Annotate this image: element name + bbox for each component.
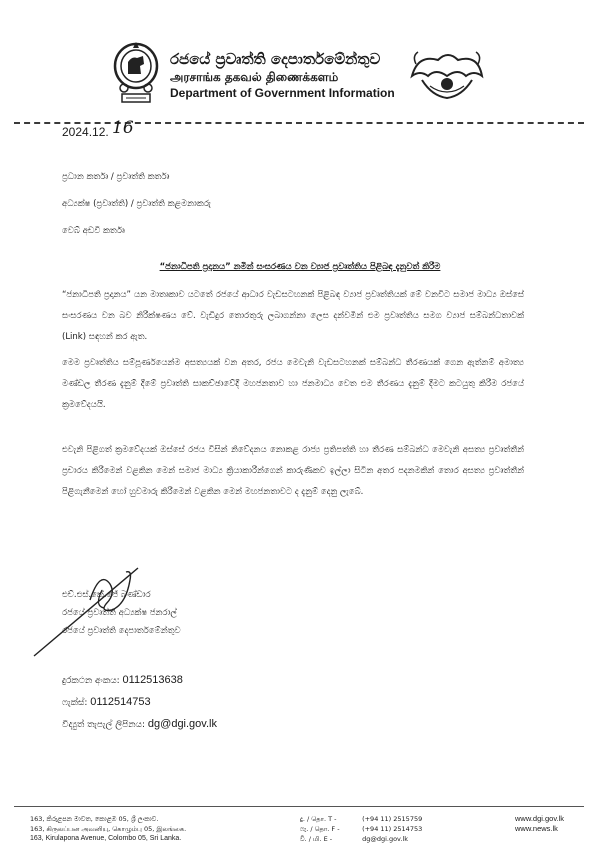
fax-line xyxy=(62,692,217,714)
website-link[interactable]: www.news.lk xyxy=(515,824,558,833)
footer-email-label: වි. / மி. E - xyxy=(300,835,333,843)
address-sinhala: 163, කිරුළපන මාවත, කොළඹ 05, ශ්‍රී ලංකාව. xyxy=(30,815,159,823)
fax-number: 0112514753 xyxy=(90,696,151,708)
footer-phone-label: දු. / தொ. T - xyxy=(300,815,337,823)
footer-fax-value: (+94 11) 2514753 xyxy=(362,825,423,833)
department-name-sinhala: රජයේ ප්‍රවෘත්ති දෙපාර්තමේන්තුව xyxy=(170,50,381,68)
signatory-department: රජයේ ප්‍රවෘත්ති දෙපාර්තමේන්තුව xyxy=(62,626,181,636)
recipients-list xyxy=(62,172,211,253)
email-line xyxy=(62,714,217,736)
header-divider xyxy=(14,122,584,124)
signatory-name: එච්.එස්.කේ.ජේ බණ්ඩාර xyxy=(62,590,151,600)
department-name-english: Department of Government Information xyxy=(170,86,395,100)
address-tamil: 163, கிருலப்பன அவனியு, கொழும்பு 05, இலங்கை. xyxy=(30,825,187,833)
footer-divider xyxy=(14,806,584,807)
letterhead-names xyxy=(170,52,395,99)
recipient-line: ප්‍රධාන කර්තෘ / ප්‍රවෘත්ති කර්තෘ xyxy=(62,172,170,182)
body-paragraph: මෙම ප්‍රවෘත්තිය සම්පූර්ණයෙන්ම අසත්‍යයක් වන අතර, රජය මෙවැනි වැඩසටහනක් සම්බන්ධ තීරණයක් ගෙන ඇත්නම් අමාත්‍ය මණ්ඩල තීරණ දැනුම් දීමේ ප්‍රවෘත්ති සාකච්ඡාවේදී මහජනතාව හා ජනමාධ්‍ය වෙත එම තීරණය දැනුම් දීමට කටයුතු කිරීම රජයේ ක්‍රමවේදයයි. xyxy=(62,358,524,410)
department-logo-icon xyxy=(408,46,486,104)
recipient-line: වෙබ් අඩවි කර්තෘ xyxy=(62,226,125,236)
footer-websites xyxy=(515,814,564,834)
footer-phone-value: (+94 11) 2515759 xyxy=(362,815,423,823)
recipient-line: අධ්‍යක්ෂ (ප්‍රවෘත්ති) / ප්‍රවෘත්ති කළමනාකරු xyxy=(62,199,211,209)
footer-fax-row xyxy=(300,824,422,834)
department-name-tamil: அரசாங்க தகவல் திணைக்களம் xyxy=(170,70,339,84)
signatory-title: රජයේ ප්‍රවෘත්ති අධ්‍යක්ෂ ජනරාල් xyxy=(62,608,177,618)
footer-fax-label: ෆැ. / தொ. F - xyxy=(300,825,340,833)
phone-line xyxy=(62,670,217,692)
handwritten-day: 16 xyxy=(112,118,134,138)
letter-subject: “ජනාධිපති ප්‍රදානය” නමින් සංසරණය වන ව්‍යාජ ප්‍රවෘත්තිය පිළිබඳ දැනුවත් කිරීම xyxy=(159,262,441,272)
email-address: dg@dgi.gov.lk xyxy=(147,718,217,730)
website-link[interactable]: www.dgi.gov.lk xyxy=(515,814,565,823)
phone-label: දුරකථන අංකය: xyxy=(62,676,120,686)
body-paragraph: “ජනාධිපති ප්‍රදානය” යන මාතෘකාව යටතේ රජයේ ආධාර වැඩසටහනක් පිළිබඳ ව්‍යාජ ප්‍රවෘත්තියක් මේ වනවිට සමාජ මාධ්‍ය ඔස්සේ සංසරණය වන බව නිරීක්ෂණය වේ. වැඩිදුර තොරතුරු ලබාගන්නා ලෙස දන්වමින් එම ප්‍රවෘත්තිය සමග ව්‍යාජ සම්බන්ධතාවක් (Link) සඳහන් කර ඇත. xyxy=(62,290,524,342)
signature-block xyxy=(62,586,181,640)
fax-label: ෆැක්ස්: xyxy=(62,698,88,708)
email-label: විද්‍යුත් තැපැල් ලිපිනය: xyxy=(62,720,146,730)
contact-details xyxy=(62,670,217,736)
footer-address xyxy=(30,814,186,844)
footer-phone-row xyxy=(300,814,422,824)
footer-email-row xyxy=(300,834,422,844)
phone-number: 0112513638 xyxy=(122,674,183,686)
national-emblem-icon xyxy=(110,38,162,106)
body-paragraph: එවැනි පිළිගත් ක්‍රමවේදයක් ඔස්සේ රජය විසින් නිවේදනය නොකළ රාජ්‍ය ප්‍රතිපත්ති හා තීරණ සම්බන්ධ මෙවැනි අසත්‍ය ප්‍රවෘත්තීන් ප්‍රචාරය කිරීමෙන් වළකින මෙන් සමාජ මාධ්‍ය ක්‍රියාකාරීන්ගෙන් කාරුණිකව ඉල්ලා සිටින අතර පදනමකින් තොර අසත්‍ය ප්‍රවෘත්තීන් පිළිගැනීමෙන් හෝ හුවමාරු කිරීමෙන් වළකින මෙන් මහජනතාවට ද දැනුම් දෙනු ලැබේ. xyxy=(62,445,524,497)
address-english: 163, Kirulapona Avenue, Colombo 05, Sri Lanka. xyxy=(30,835,182,842)
footer-email-value: dg@dgi.gov.lk xyxy=(362,835,409,843)
letter-date: 2024.12. xyxy=(62,125,109,139)
footer-contacts xyxy=(300,814,422,844)
